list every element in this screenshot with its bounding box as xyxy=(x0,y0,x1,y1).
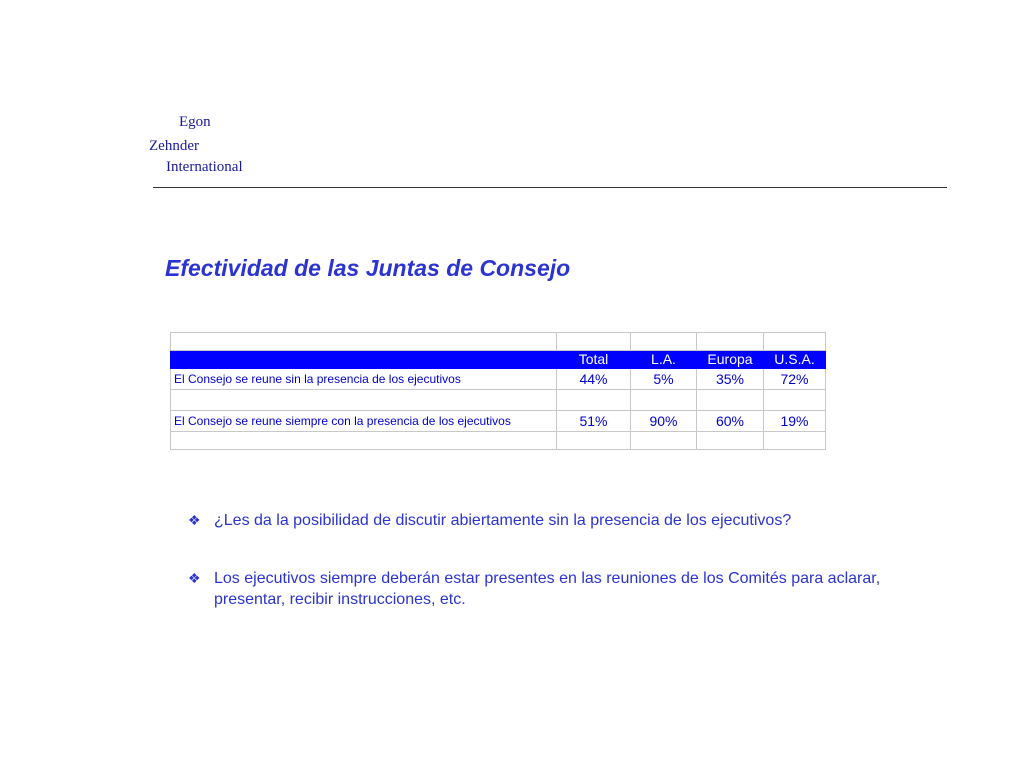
column-header-la: L.A. xyxy=(631,351,697,369)
cell-europa: 60% xyxy=(697,411,764,432)
table-cell-empty xyxy=(697,390,764,411)
table-cell-empty xyxy=(764,333,826,351)
bullet-item xyxy=(188,568,888,610)
table-cell-empty xyxy=(697,333,764,351)
column-header-usa: U.S.A. xyxy=(764,351,826,369)
table-spacer-row xyxy=(171,432,826,450)
cell-total: 44% xyxy=(557,369,631,390)
table-spacer-row xyxy=(171,333,826,351)
table-cell-empty xyxy=(171,333,557,351)
logo-line-international: International xyxy=(166,159,243,175)
table-cell-empty xyxy=(631,390,697,411)
table-cell-empty xyxy=(697,432,764,450)
table-spacer-row xyxy=(171,390,826,411)
table-row xyxy=(171,369,826,390)
bullet-item xyxy=(188,510,888,531)
results-table xyxy=(170,332,826,450)
table-row xyxy=(171,411,826,432)
diamond-bullet-icon: ❖ xyxy=(188,570,201,586)
table-cell-empty xyxy=(171,390,557,411)
table-cell-empty xyxy=(557,333,631,351)
header-divider xyxy=(153,187,947,188)
cell-usa: 72% xyxy=(764,369,826,390)
cell-usa: 19% xyxy=(764,411,826,432)
cell-europa: 35% xyxy=(697,369,764,390)
bullet-text: ¿Les da la posibilidad de discutir abiertamente sin la presencia de los ejecutivos? xyxy=(214,512,792,529)
diamond-bullet-icon: ❖ xyxy=(188,512,201,528)
table-cell-empty xyxy=(764,390,826,411)
column-header-europa: Europa xyxy=(697,351,764,369)
table-cell-empty xyxy=(631,432,697,450)
table-cell-empty xyxy=(631,333,697,351)
bullet-text: Los ejecutivos siempre deberán estar presentes en las reuniones de los Comités para aclarar, presentar, recibir instrucciones, etc. xyxy=(214,570,881,608)
table-cell-empty xyxy=(171,432,557,450)
row-label: El Consejo se reune sin la presencia de los ejecutivos xyxy=(171,369,557,390)
cell-total: 51% xyxy=(557,411,631,432)
logo-line-zehnder: Zehnder xyxy=(149,138,199,154)
table-header-row xyxy=(171,351,826,369)
slide-title: Efectividad de las Juntas de Consejo xyxy=(165,255,571,281)
bullet-list xyxy=(188,510,888,647)
table-cell-empty xyxy=(557,390,631,411)
table-cell-empty xyxy=(557,432,631,450)
row-label: El Consejo se reune siempre con la presencia de los ejecutivos xyxy=(171,411,557,432)
table-cell-empty xyxy=(764,432,826,450)
cell-la: 90% xyxy=(631,411,697,432)
logo-line-egon: Egon xyxy=(179,114,211,130)
column-header-total: Total xyxy=(557,351,631,369)
column-header-label xyxy=(171,351,557,369)
cell-la: 5% xyxy=(631,369,697,390)
